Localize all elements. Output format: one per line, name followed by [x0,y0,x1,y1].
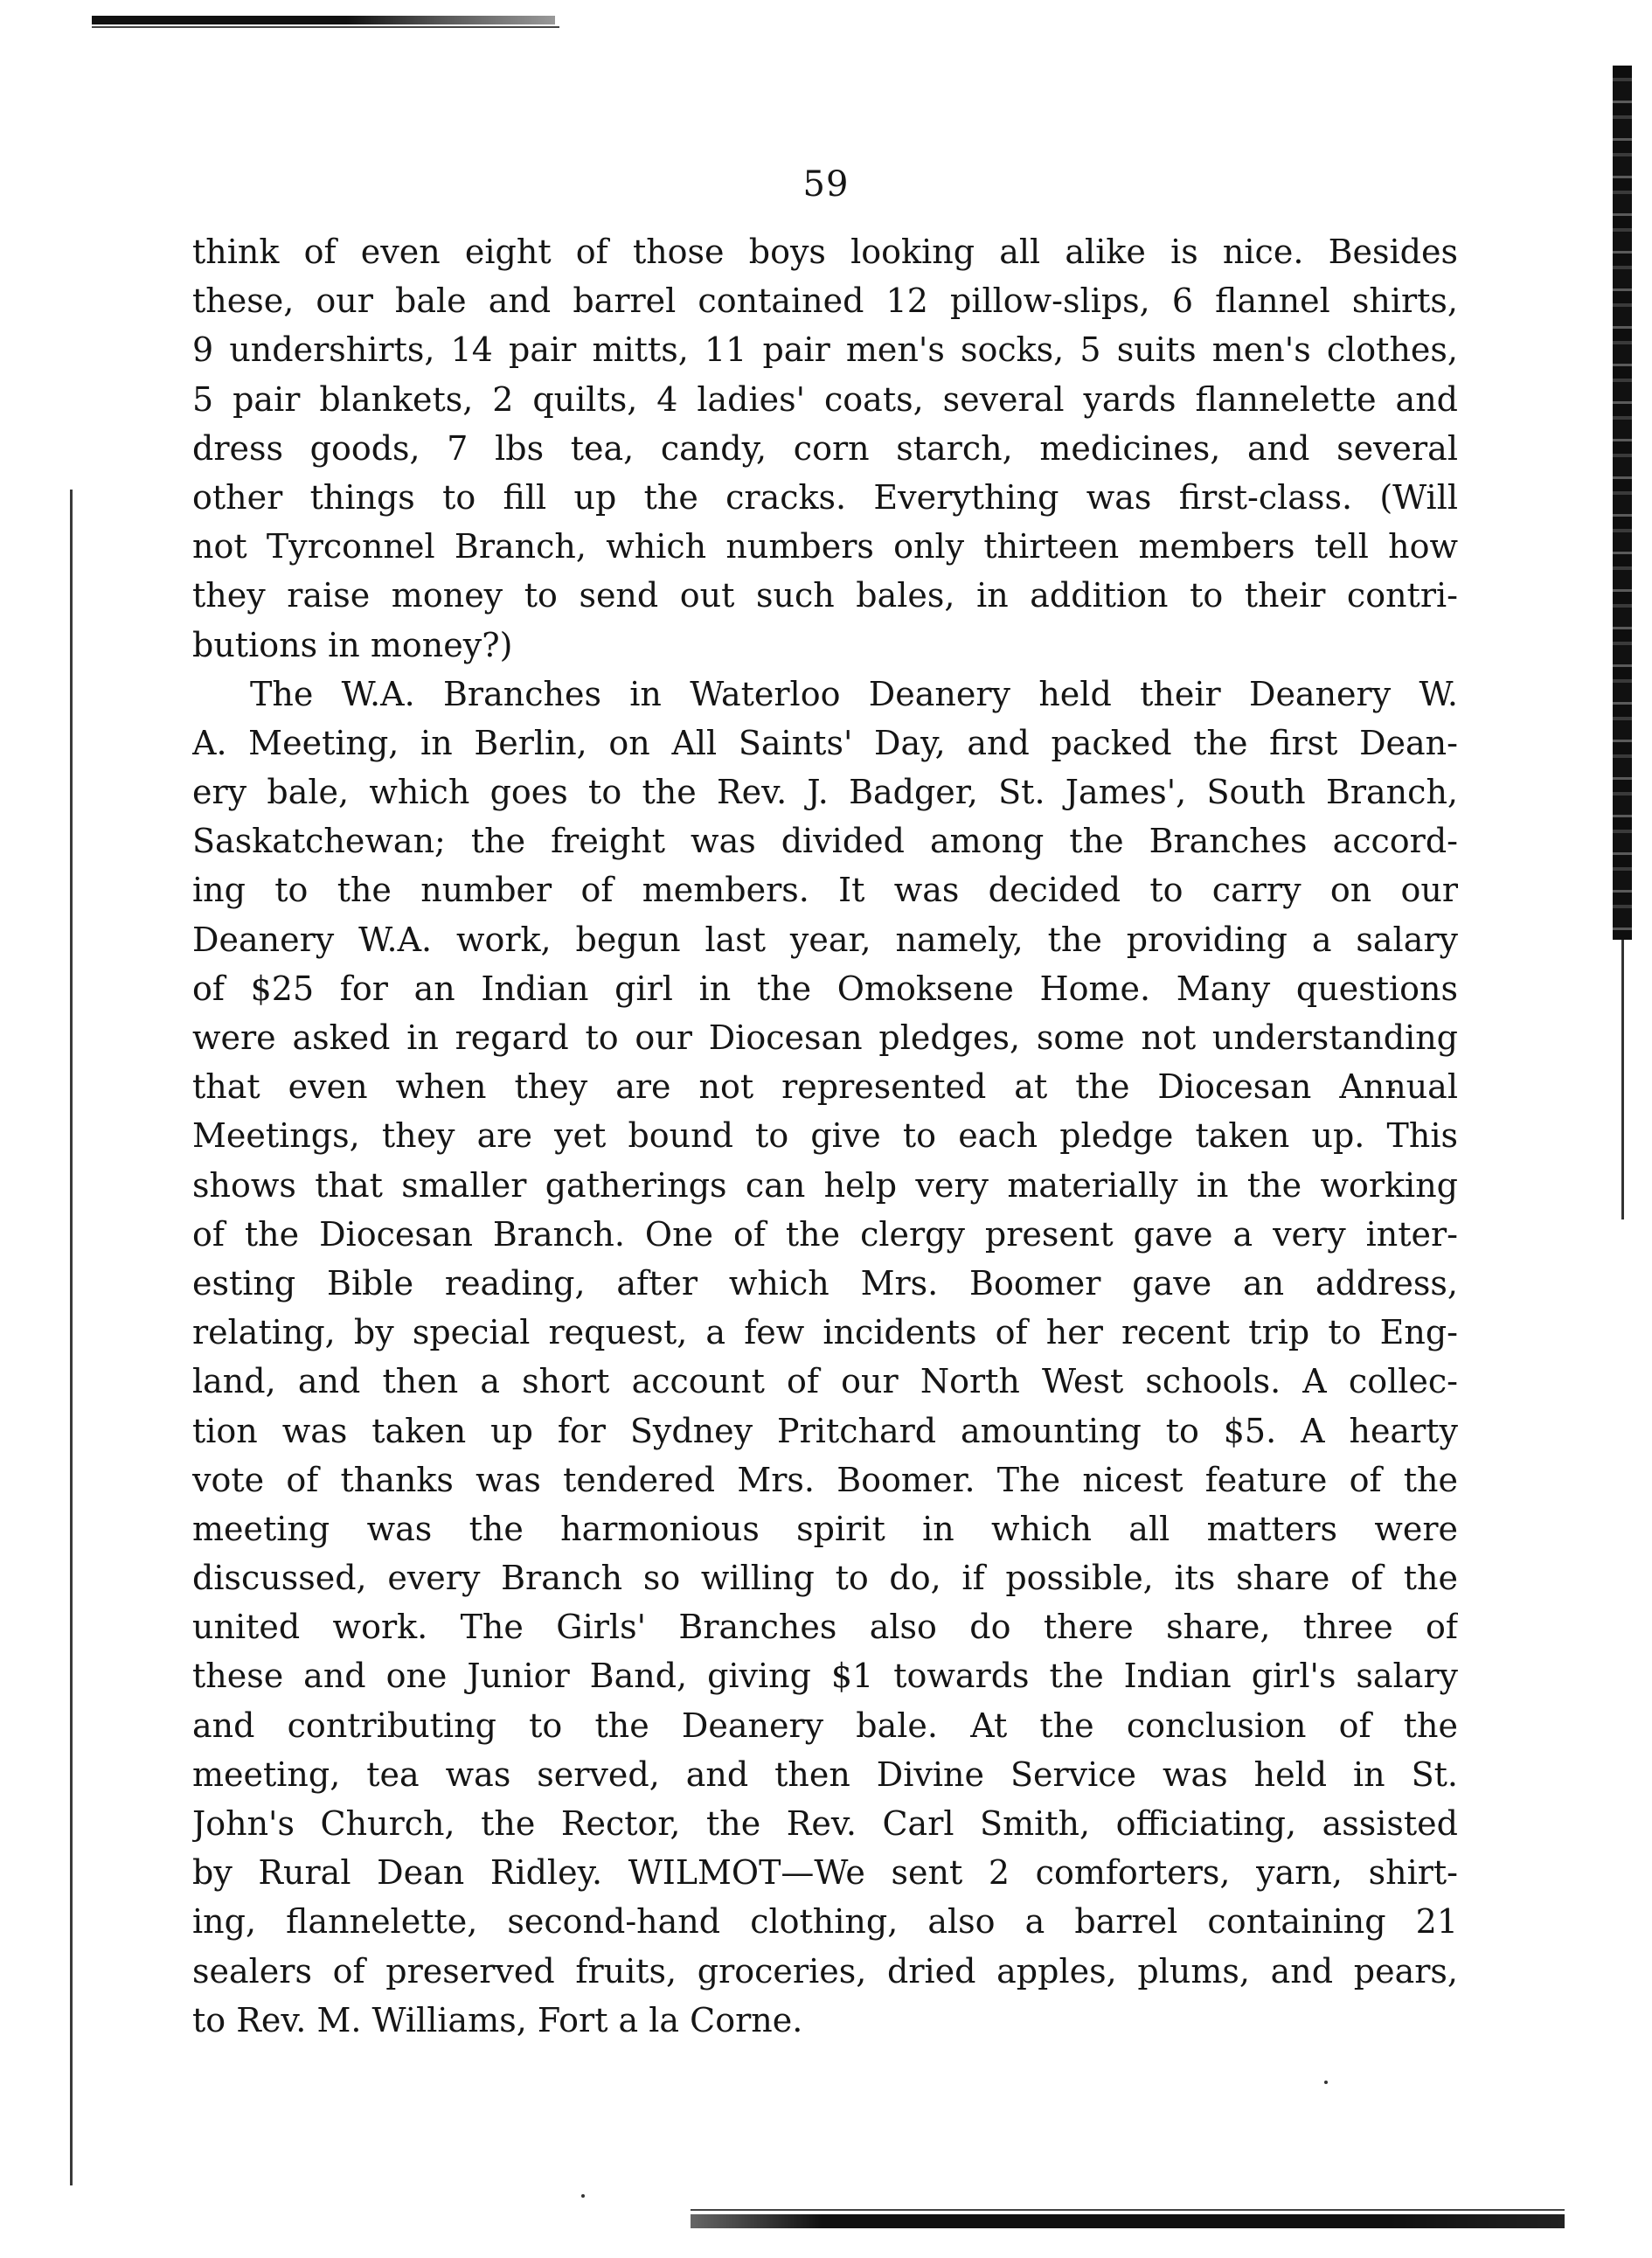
text-line: 9 undershirts, 14 pair mitts, 11 pair men's socks, 5 suits men's clothes, [192,330,1458,370]
text-line: and contributing to the Deanery bale. At the conclusion of the [192,1706,1458,1745]
scan-edge-left [70,490,73,2185]
text-line: 5 pair blankets, 2 quilts, 4 ladies' coats, several yards flannelette and [192,379,1458,419]
text-line: were asked in regard to our Diocesan pledges, some not understanding [192,1018,1458,1057]
text-line: ery bale, which goes to the Rev. J. Badger, St. James', South Branch, [192,773,1458,812]
text-line: land, and then a short account of our North West schools. A collec- [192,1362,1458,1401]
text-line: by Rural Dean Ridley. WILMOT—We sent 2 comforters, yarn, shirt- [192,1853,1458,1893]
page-body [192,227,1458,2045]
text-line: dress goods, 7 lbs tea, candy, corn starch, medicines, and several [192,428,1458,468]
paragraph-start-line: The W.A. Branches in Waterloo Deanery held their Deanery W. [250,674,1458,713]
scan-edge-right-thin [1621,940,1624,1219]
text-line: these and one Junior Band, giving $1 towards the Indian girl's salary [192,1657,1458,1696]
text-line: esting Bible reading, after which Mrs. Boomer gave an address, [192,1263,1458,1303]
text-line: vote of thanks was tendered Mrs. Boomer. The nicest feature of the [192,1460,1458,1499]
text-line: ing to the number of members. It was decided to carry on our [192,871,1458,910]
text-line: shows that smaller gatherings can help very materially in the working [192,1165,1458,1205]
text-line: Meetings, they are yet bound to give to each pledge taken up. This [192,1116,1458,1156]
text-line: they raise money to send out such bales, in addition to their contri- [192,576,1458,615]
text-line: discussed, every Branch so willing to do, if possible, its share of the [192,1559,1458,1598]
text-line: tion was taken up for Sydney Pritchard amounting to $5. A hearty [192,1411,1458,1450]
text-line: that even when they are not represented at the Diocesan Annual [192,1067,1458,1107]
text-line: to Rev. M. Williams, Fort a la Corne. [192,2000,803,2039]
page-number: 59 [802,164,850,205]
text-line: sealers of preserved fruits, groceries, dried apples, plums, and pears, [192,1951,1458,1991]
text-line: butions in money?) [192,625,513,664]
text-line: ing, flannelette, second-hand clothing, also a barrel containing 21 [192,1902,1458,1942]
scan-speck [1324,2081,1328,2084]
text-line: of the Diocesan Branch. One of the clergy present gave a very inter- [192,1214,1458,1254]
text-line: these, our bale and barrel contained 12 pillow-slips, 6 flannel shirts, [192,281,1458,321]
text-line: John's Church, the Rector, the Rev. Carl Smith, officiating, assisted [192,1804,1458,1843]
text-line: not Tyrconnel Branch, which numbers only thirteen members tell how [192,527,1458,566]
text-line: Deanery W.A. work, begun last year, namely, the providing a salary [192,920,1458,959]
text-line: think of even eight of those boys looking all alike is nice. Besides [192,233,1458,271]
text-line: meeting was the harmonious spirit in which all matters were [192,1509,1458,1548]
text-line: other things to fill up the cracks. Everything was first-class. (Will [192,477,1458,517]
text-line: meeting, tea was served, and then Divine Service was held in St. [192,1754,1458,1794]
text-line: united work. The Girls' Branches also do there share, three of [192,1608,1458,1647]
text-line: A. Meeting, in Berlin, on All Saints' Day, and packed the first Dean- [192,723,1458,762]
scan-edge-top [92,16,555,24]
scan-speck [581,2194,585,2198]
text-line: Saskatchewan; the freight was divided among the Branches accord- [192,822,1458,861]
text-line: relating, by special request, a few incidents of her recent trip to Eng- [192,1313,1458,1352]
scan-edge-bottom [691,2214,1565,2228]
text-line: of $25 for an Indian girl in the Omoksene Home. Many questions [192,969,1458,1008]
